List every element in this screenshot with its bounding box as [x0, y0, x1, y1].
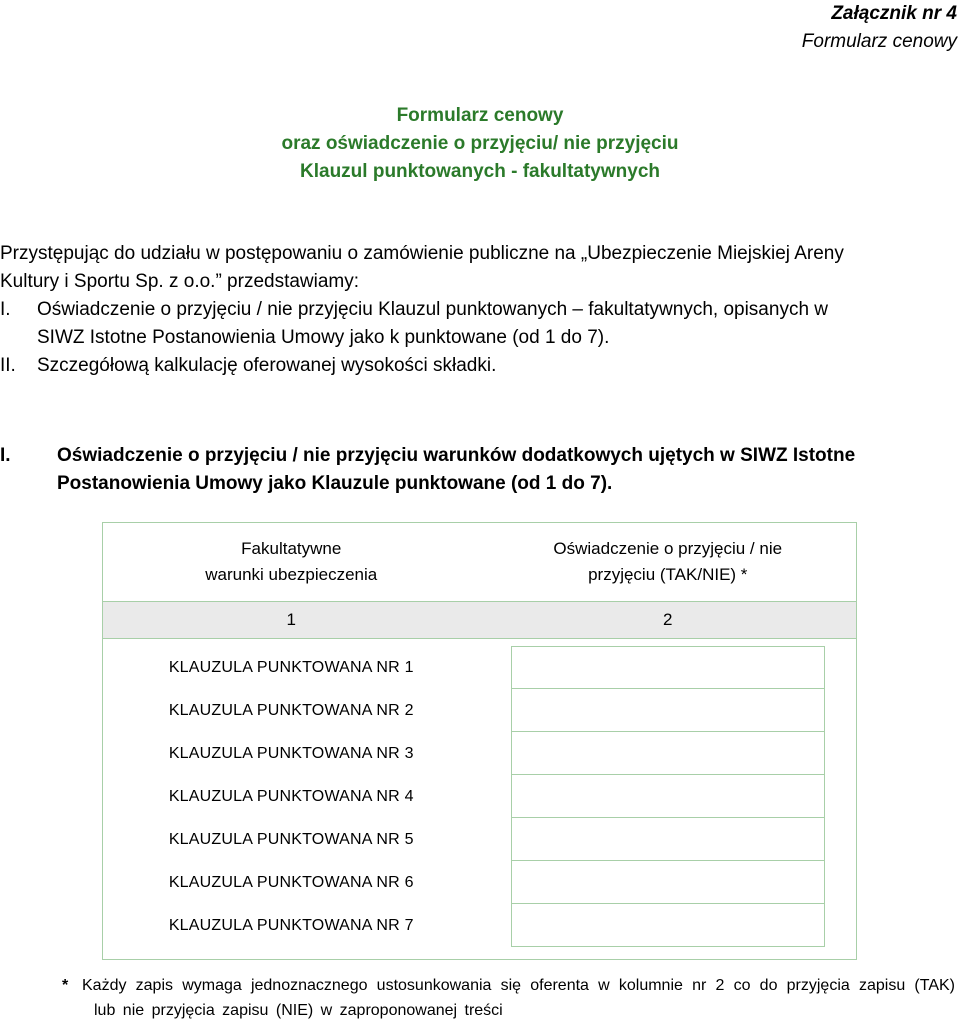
column-number: 2: [663, 610, 673, 629]
section-number: I.: [0, 445, 11, 466]
list-text: Szczegółową kalkulację oferowanej wysokości składki.: [37, 355, 497, 376]
list-text: SIWZ Istotne Postanowienia Umowy jako k punktowane (od 1 do 7).: [37, 327, 610, 348]
section-heading: [0, 442, 960, 498]
clause-label: KLAUZULA PUNKTOWANA NR 5: [168, 831, 414, 848]
answer-field-7[interactable]: [511, 904, 825, 947]
clauses-table: [102, 522, 857, 960]
title-line: Klauzul punktowanych - fakultatywnych: [300, 161, 660, 182]
answer-field-4[interactable]: [511, 775, 825, 818]
title-line: Formularz cenowy: [396, 105, 564, 126]
answer-field-5[interactable]: [511, 818, 825, 861]
clause-rows: [103, 639, 856, 959]
header-line: Fakultatywne: [241, 539, 342, 558]
intro-paragraph: [0, 240, 960, 380]
clause-label: KLAUZULA PUNKTOWANA NR 4: [168, 788, 414, 805]
page-title: [0, 102, 960, 186]
footnote-text: Każdy zapis wymaga jednoznacznego ustosunkowania się oferenta w kolumnie nr 2 co do przyjęcia zapisu (TAK) lub nie przyjęcia zapisu (NIE) w zaproponowanej treści: [82, 977, 955, 1019]
clause-label: KLAUZULA PUNKTOWANA NR 1: [168, 659, 414, 676]
section-text: Postanowienia Umowy jako Klauzule punktowane (od 1 do 7).: [57, 473, 613, 494]
intro-list-item: [0, 352, 960, 380]
section-text: Oświadczenie o przyjęciu / nie przyjęciu warunków dodatkowych ujętych w SIWZ Istotne: [57, 445, 856, 466]
answer-field-1[interactable]: [511, 646, 825, 689]
intro-line: Kultury i Sportu Sp. z o.o.” przedstawiamy:: [0, 271, 360, 292]
section-heading-line: [0, 470, 960, 498]
intro-list-item-continuation: [0, 324, 960, 352]
footnote: [62, 973, 955, 1023]
answer-column: [480, 646, 857, 947]
clause-label: KLAUZULA PUNKTOWANA NR 6: [168, 874, 414, 891]
header-conditions: [103, 523, 480, 601]
column-number-row: [103, 602, 856, 639]
intro-line: Przystępując do udziału w postępowaniu o zamówienie publiczne na „Ubezpieczenie Miejskiej Areny: [0, 243, 844, 264]
attachment-title: Załącznik nr 4: [831, 3, 957, 24]
title-line: oraz oświadczenie o przyjęciu/ nie przyjęciu: [281, 133, 679, 154]
column-number: 1: [286, 610, 296, 629]
list-number: I.: [0, 299, 11, 320]
header-line: Oświadczenie o przyjęciu / nie: [553, 539, 783, 558]
header-line: warunki ubezpieczenia: [205, 565, 378, 584]
footnote-asterisk: *: [62, 977, 69, 994]
list-text: Oświadczenie o przyjęciu / nie przyjęciu Klauzul punktowanych – fakultatywnych, opisanych w: [37, 299, 829, 320]
header-declaration: [480, 523, 857, 601]
table-header-row: [103, 523, 856, 602]
attachment-header: [802, 0, 957, 56]
answer-field-3[interactable]: [511, 732, 825, 775]
list-number: II.: [0, 355, 16, 376]
clause-label: KLAUZULA PUNKTOWANA NR 2: [168, 702, 414, 719]
answer-field-2[interactable]: [511, 689, 825, 732]
intro-list-item: [0, 296, 960, 324]
clause-label: KLAUZULA PUNKTOWANA NR 3: [168, 745, 414, 762]
clause-label-column: [103, 646, 480, 947]
answer-field-6[interactable]: [511, 861, 825, 904]
clause-label: KLAUZULA PUNKTOWANA NR 7: [168, 917, 414, 934]
attachment-subtitle: Formularz cenowy: [801, 31, 957, 52]
section-heading-line: [0, 442, 960, 470]
header-line: przyjęciu (TAK/NIE) *: [588, 565, 748, 584]
